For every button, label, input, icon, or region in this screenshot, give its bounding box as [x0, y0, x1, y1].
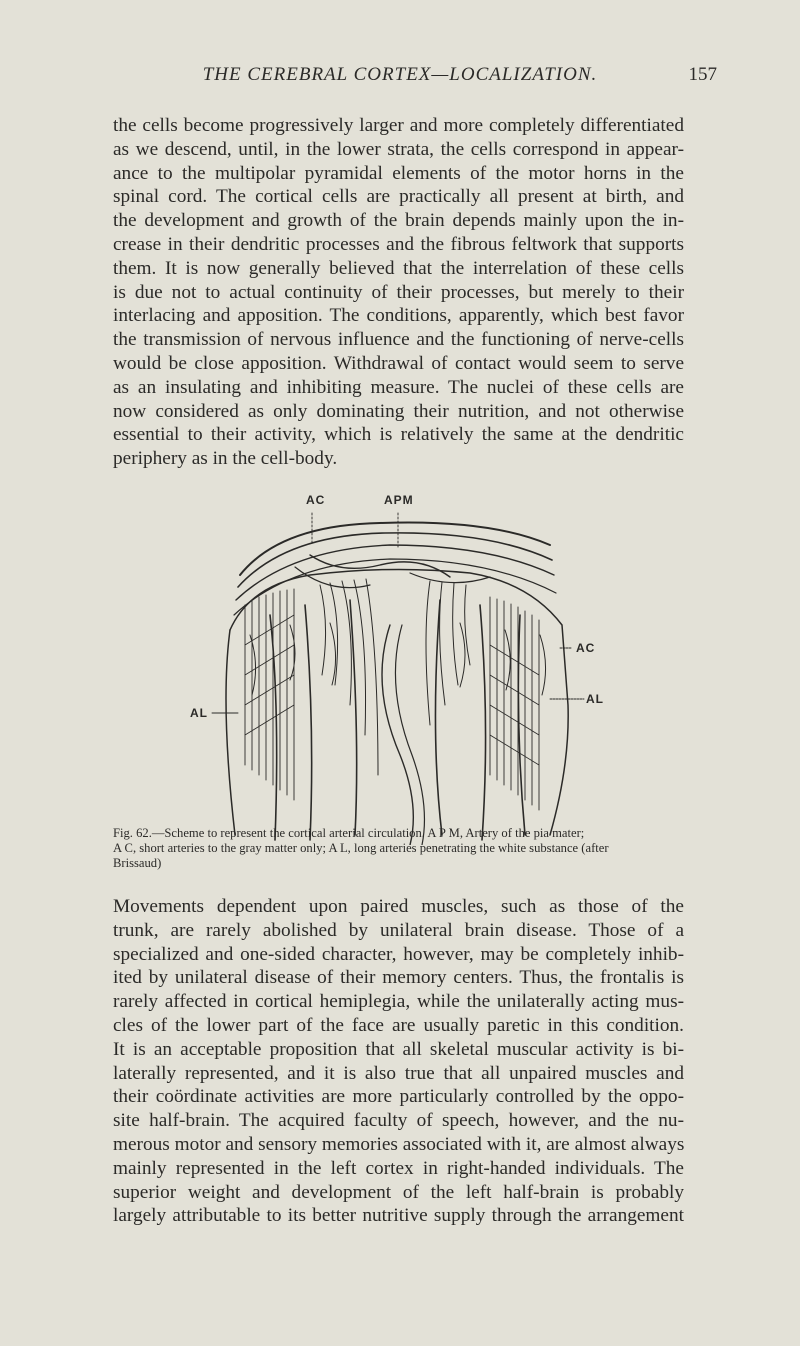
label-al-right: AL: [586, 692, 604, 706]
text-line: interlacing and apposition. The conditions, apparently, which best favor: [113, 305, 684, 327]
text-line: crease in their dendritic processes and the fibrous feltwork that supports: [113, 233, 684, 255]
arterial-circulation-figure: [190, 493, 610, 845]
label-ac-top: AC: [306, 493, 326, 507]
text-line: as an insulating and inhibiting measure. The nuclei of these cells are: [113, 376, 684, 398]
text-line: the transmission of nervous influence and the functioning of nerve-cells: [113, 329, 684, 351]
text-line: trunk, are rarely abolished by unilateral brain disease. Those of a: [113, 919, 684, 941]
caption-line: Brissaud): [113, 856, 162, 870]
label-ac-right: AC: [576, 641, 596, 655]
label-apm-top: APM: [384, 493, 414, 507]
text-line: periphery as in the cell-body.: [113, 448, 338, 470]
text-line: spinal cord. The cortical cells are practically all present at birth, and: [113, 186, 684, 208]
text-line: rarely affected in cortical hemiplegia, while the unilaterally acting mus-: [113, 991, 684, 1013]
text-line: ited by unilateral disease of their memory centers. Thus, the frontalis is: [113, 967, 684, 989]
text-line: their coördinate activities are more particularly controlled by the oppo-: [113, 1086, 684, 1108]
text-line: the development and growth of the brain depends mainly upon the in-: [113, 210, 684, 232]
text-line: mainly represented in the left cortex in right-handed individuals. The: [113, 1157, 684, 1179]
caption-line: Fig. 62.—Scheme to represent the cortical arterial circulation. A P M, Artery of the pia mater;: [113, 826, 585, 840]
text-line: as we descend, until, in the lower strata, the cells correspond in appear-: [113, 138, 684, 160]
text-line: ance to the multipolar pyramidal elements of the motor horns in the: [113, 162, 684, 184]
running-title: THE CEREBRAL CORTEX—LOCALIZATION.: [202, 64, 598, 85]
text-line: is due not to actual continuity of their processes, but merely to their: [113, 281, 684, 303]
text-line: merous motor and sensory memories associated with it, are almost always: [113, 1133, 685, 1155]
text-line: essential to their activity, which is relatively the same at the dendritic: [113, 424, 684, 446]
page-number: 157: [688, 64, 717, 85]
label-al-left: AL: [190, 706, 208, 720]
text-line: them. It is now generally believed that the interrelation of these cells: [113, 257, 684, 279]
text-line: the cells become progressively larger and more completely differentiated: [113, 115, 684, 136]
arterial-scheme-drawing: [190, 505, 610, 845]
text-line: site half-brain. The acquired faculty of speech, however, and the nu-: [113, 1110, 684, 1132]
text-line: would be close apposition. Withdrawal of contact would seem to serve: [113, 352, 684, 374]
text-line: It is an acceptable proposition that all skeletal muscular activity is bi-: [113, 1038, 684, 1060]
text-line: superior weight and development of the left half-brain is probably: [113, 1181, 684, 1203]
body-paragraph-2: [113, 895, 684, 1228]
text-line: Movements dependent upon paired muscles, such as those of the: [113, 896, 684, 917]
caption-line: A C, short arteries to the gray matter only; A L, long arteries penetrating the white substance (after: [113, 841, 609, 855]
text-line: cles of the lower part of the face are usually paretic in this condition.: [113, 1014, 684, 1036]
body-paragraph-1: [113, 114, 684, 471]
running-head: [0, 64, 800, 94]
text-line: now considered as only dominating their nutrition, and not otherwise: [113, 400, 684, 422]
text-line: largely attributable to its better nutritive supply through the arrangement: [113, 1205, 684, 1227]
text-line: specialized and one-sided character, however, may be completely inhib-: [113, 943, 684, 965]
figure-caption: [113, 826, 684, 871]
text-line: laterally represented, and it is also true that all unpaired muscles and: [113, 1062, 684, 1084]
